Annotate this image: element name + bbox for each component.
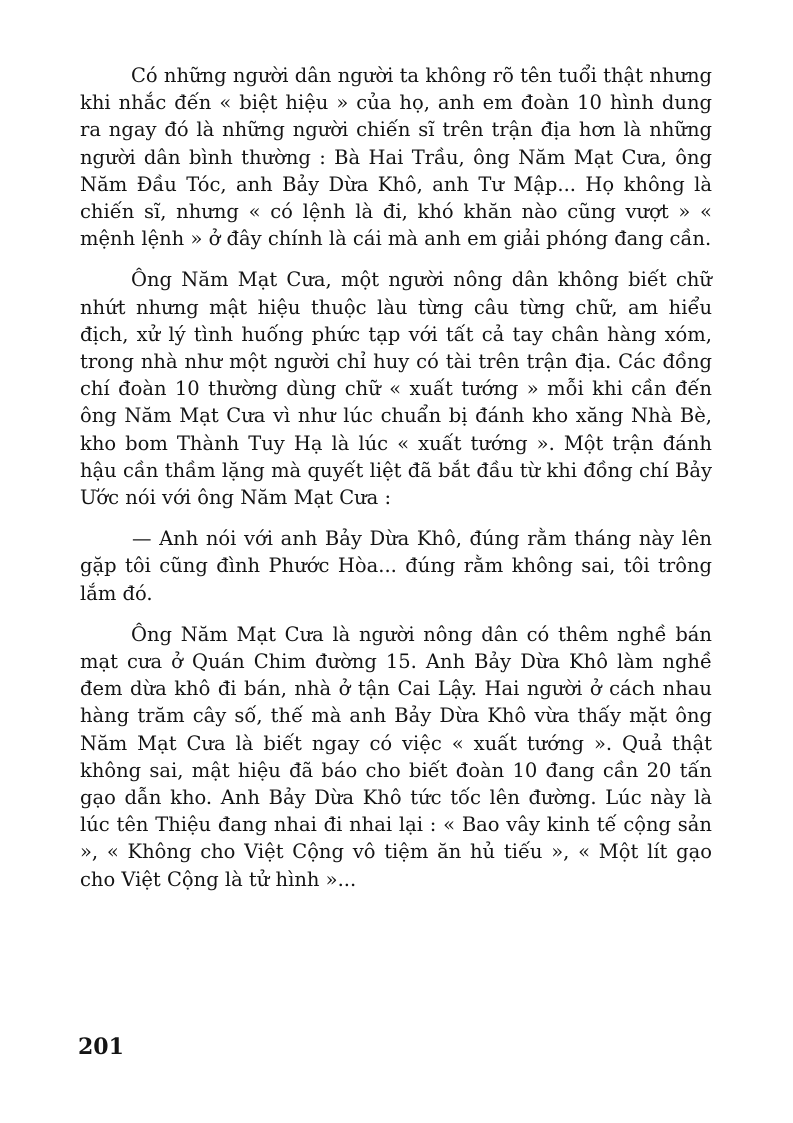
page-body <box>80 62 712 907</box>
page-number: 201 <box>78 1034 124 1060</box>
paragraph-2: Ông Năm Mạt Cưa, một người nông dân không biết chữ nhứt nhưng mật hiệu thuộc làu từng câu từng chữ, am hiểu địch, xử lý tình huống phức tạp với tất cả tay chân hàng xóm, trong nhà như một người chỉ huy có tài trên trận địa. Các đồng chí đoàn 10 thường dùng chữ « xuất tướng » mỗi khi cần đến ông Năm Mạt Cưa vì như lúc chuẩn bị đánh kho xăng Nhà Bè, kho bom Thành Tuy Hạ là lúc « xuất tướng ». Một trận đánh hậu cần thầm lặng mà quyết liệt đã bắt đầu từ khi đồng chí Bảy Ước nói với ông Năm Mạt Cưa : <box>80 268 712 510</box>
paragraph-1: Có những người dân người ta không rõ tên tuổi thật nhưng khi nhắc đến « biệt hiệu » của họ, anh em đoàn 10 hình dung ra ngay đó là những người chiến sĩ trên trận địa hơn là những người dân bình thường : Bà Hai Trầu, ông Năm Mạt Cưa, ông Năm Đầu Tóc, anh Bảy Dừa Khô, anh Tư Mập... Họ không là chiến sĩ, nhưng « có lệnh là đi, khó khăn nào cũng vượt » « mệnh lệnh » ở đây chính là cái mà anh em giải phóng đang cần. <box>80 64 712 251</box>
paragraph-3-dialogue: — Anh nói với anh Bảy Dừa Khô, đúng rằm tháng này lên gặp tôi cũng đình Phước Hòa... đúng rằm không sai, tôi trông lắm đó. <box>80 527 712 605</box>
paragraph-4: Ông Năm Mạt Cưa là người nông dân có thêm nghề bán mạt cưa ở Quán Chim đường 15. Anh Bảy Dừa Khô làm nghề đem dừa khô đi bán, nhà ở tận Cai Lậy. Hai người ở cách nhau hàng trăm cây số, thế mà anh Bảy Dừa Khô vừa thấy mặt ông Năm Mạt Cưa là biết ngay có việc « xuất tướng ». Quả thật không sai, mật hiệu đã báo cho biết đoàn 10 đang cần 20 tấn gạo dẫn kho. Anh Bảy Dừa Khô tức tốc lên đường. Lúc này là lúc tên Thiệu đang nhai đi nhai lại : « Bao vây kinh tế cộng sản », « Không cho Việt Cộng vô tiệm ăn hủ tiếu », « Một lít gạo cho Việt Cộng là tử hình »... <box>80 622 712 891</box>
